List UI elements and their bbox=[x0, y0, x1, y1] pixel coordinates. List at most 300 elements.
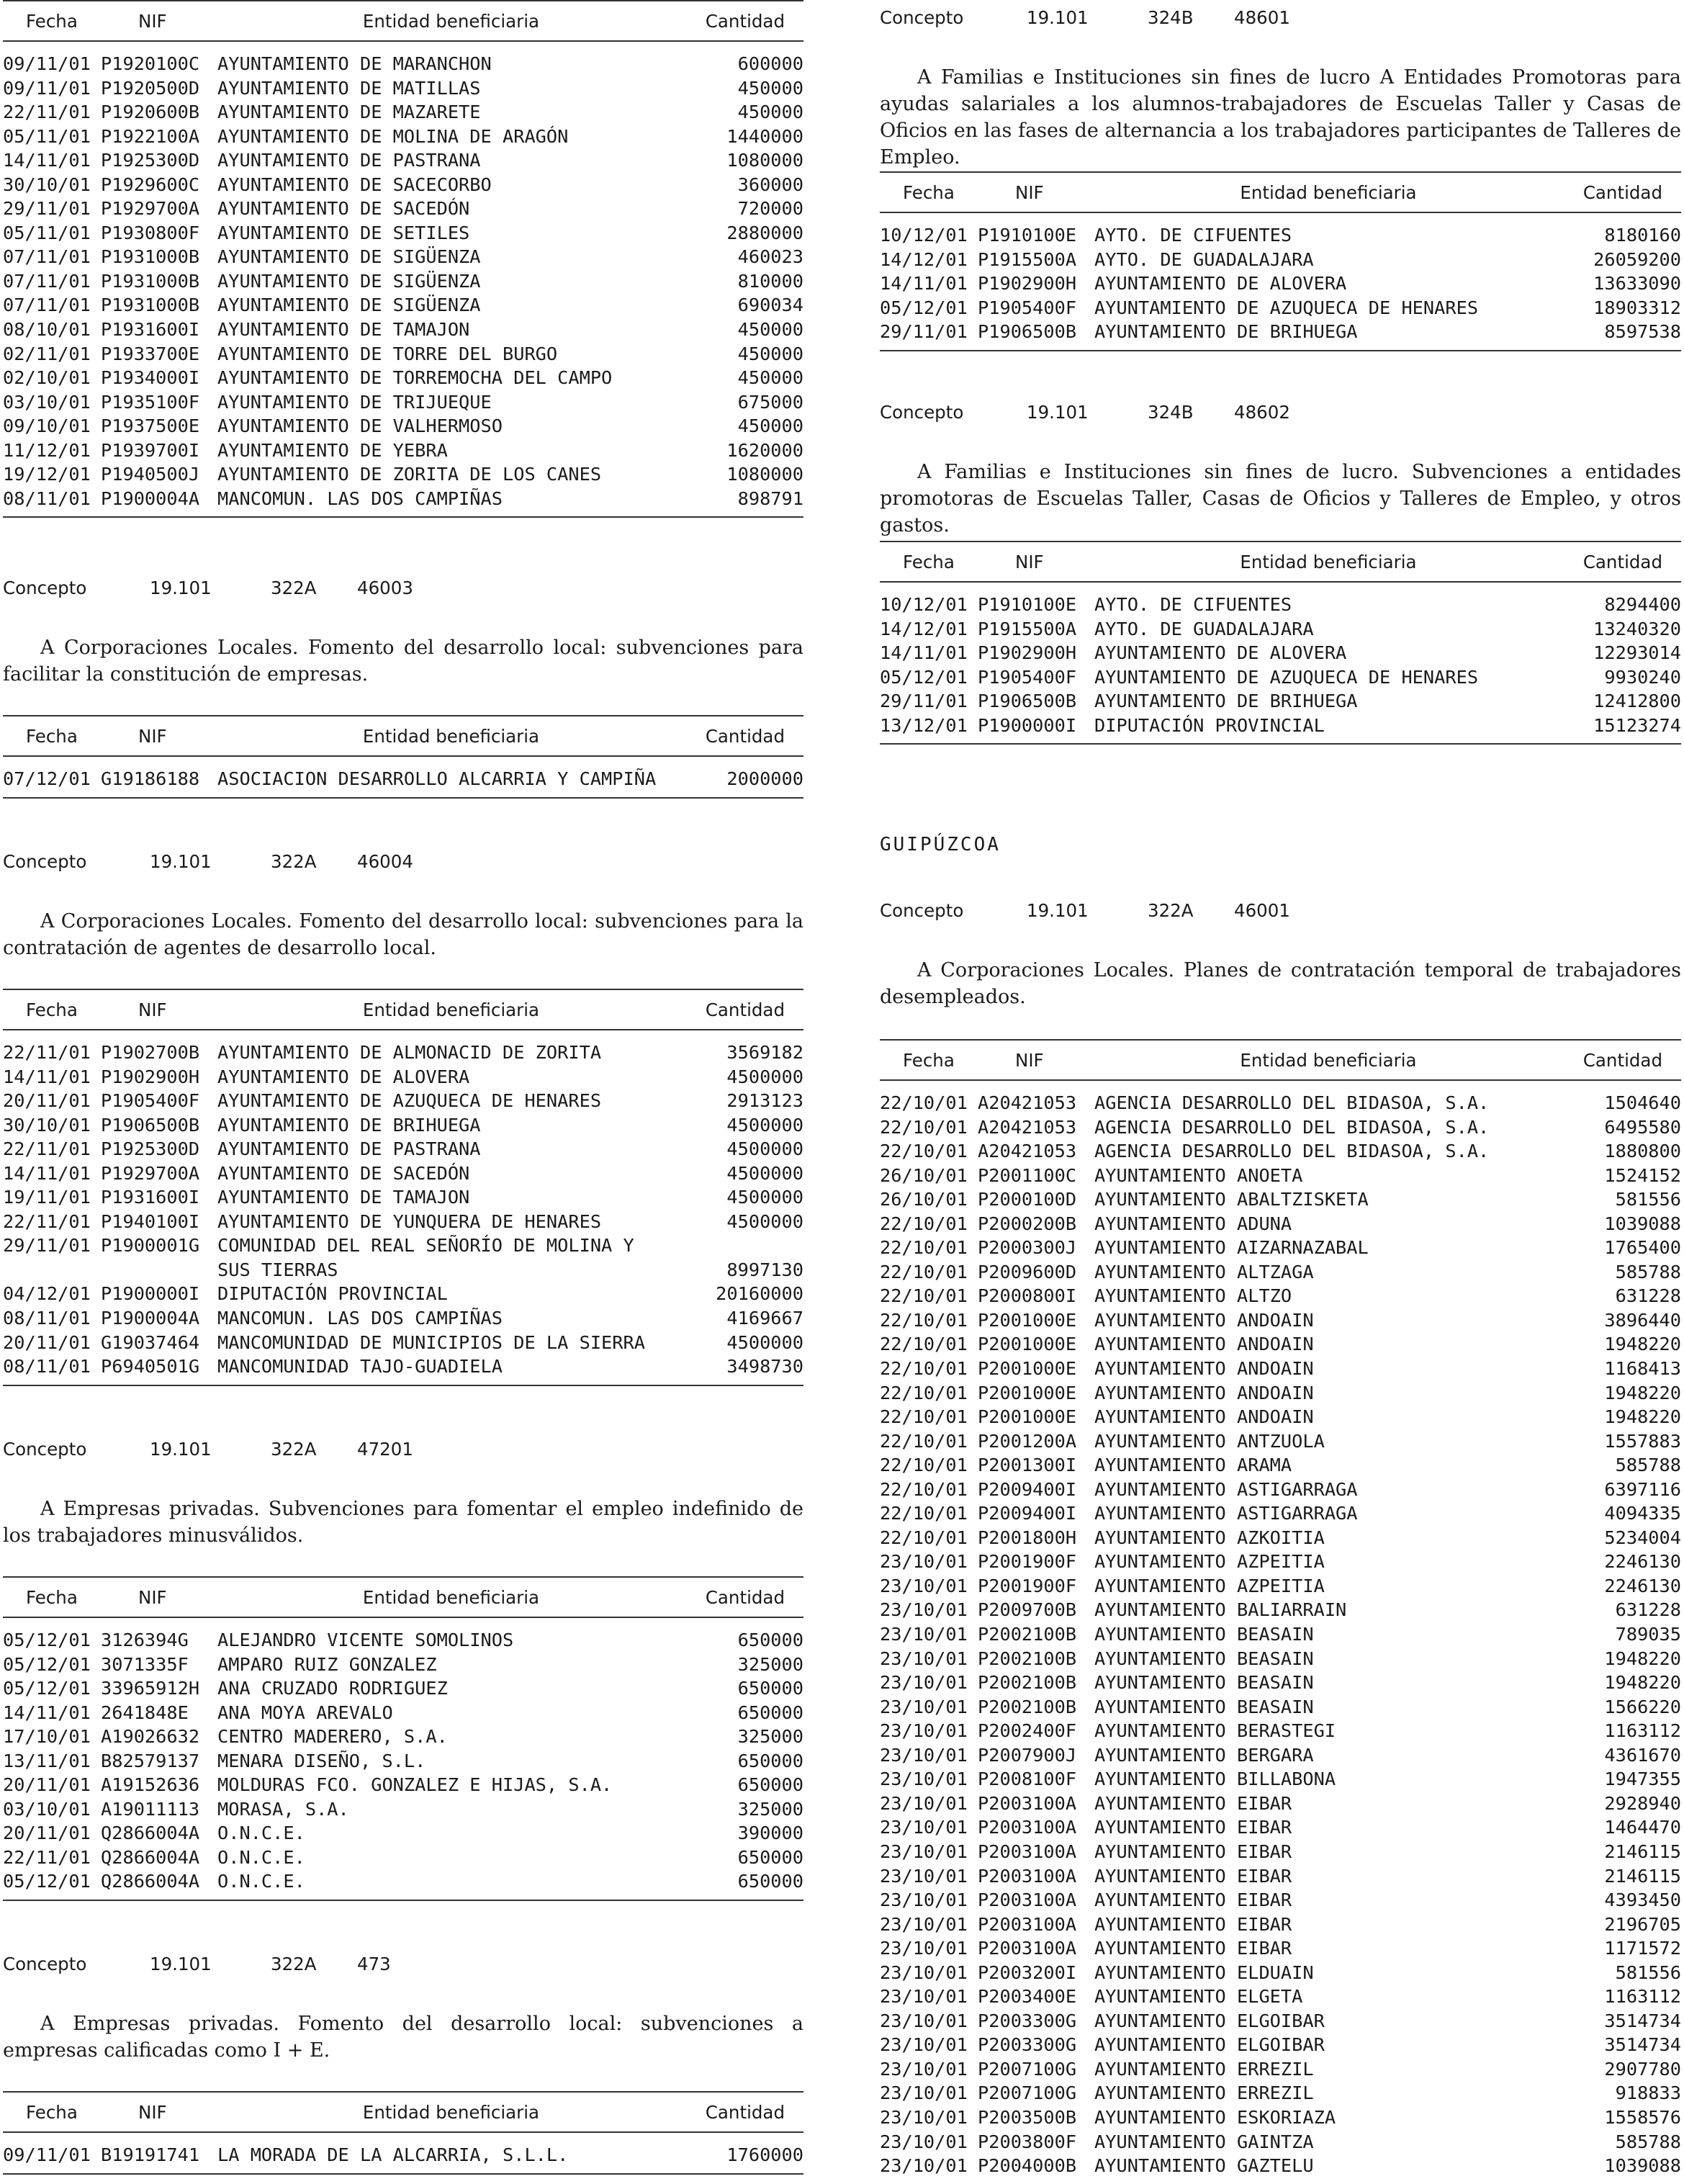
cell-amount: 1440000 bbox=[726, 125, 803, 147]
cell-nif: P2002100B bbox=[978, 1648, 1077, 1669]
table-row bbox=[880, 1308, 1681, 1333]
cell-entity: AYUNTAMIENTO BALIARRAIN bbox=[1094, 1599, 1347, 1621]
cell-nif: P2000100D bbox=[978, 1189, 1077, 1210]
table-row bbox=[880, 1985, 1681, 2009]
concept-code: 19.101 bbox=[1027, 402, 1089, 423]
cell-entity: MANCOMUN. LAS DOS CAMPIÑAS bbox=[217, 487, 503, 509]
concept-program: 322A bbox=[271, 1439, 317, 1460]
cell-date: 09/11/01 bbox=[3, 77, 91, 99]
cell-entity: AYUNTAMIENTO BEASAIN bbox=[1094, 1648, 1314, 1669]
cell-nif: P2001100C bbox=[978, 1164, 1077, 1186]
table-row bbox=[3, 1797, 803, 1822]
cell-date: 09/10/01 bbox=[3, 415, 91, 437]
table-row bbox=[3, 767, 803, 791]
cell-amount: 3569182 bbox=[726, 1042, 803, 1063]
table-header bbox=[3, 715, 803, 757]
cell-nif: P2003800F bbox=[978, 2131, 1077, 2152]
table-row bbox=[880, 1284, 1681, 1308]
cell-amount: 1948220 bbox=[1604, 1406, 1681, 1428]
cell-amount: 690034 bbox=[737, 295, 803, 316]
cell-entity: AYUNTAMIENTO BERASTEGI bbox=[1094, 1720, 1336, 1742]
cell-entity: AYUNTAMIENTO BEASAIN bbox=[1094, 1672, 1314, 1694]
cell-entity: AYUNTAMIENTO DE AZUQUECA DE HENARES bbox=[1094, 297, 1479, 318]
table-row bbox=[3, 1137, 803, 1161]
cell-amount: 2907780 bbox=[1604, 2058, 1681, 2080]
cell-nif: P2008100F bbox=[978, 1769, 1077, 1790]
cell-date: 23/10/01 bbox=[880, 1720, 968, 1742]
cell-entity: AYUNTAMIENTO DE YEBRA bbox=[217, 439, 448, 461]
cell-amount: 1039088 bbox=[1604, 2155, 1681, 2177]
cell-entity: AYUNTAMIENTO BERGARA bbox=[1094, 1744, 1314, 1766]
table-row bbox=[880, 2154, 1681, 2178]
cell-nif: P1931000B bbox=[101, 270, 200, 292]
table-row bbox=[3, 342, 803, 367]
cell-date: 22/11/01 bbox=[3, 1138, 91, 1160]
cell-entity: AYUNTAMIENTO DE ALOVERA bbox=[1094, 642, 1347, 664]
cell-nif: P2001900F bbox=[978, 1551, 1077, 1573]
cell-nif: P1906500B bbox=[101, 1114, 200, 1136]
cell-date: 22/11/01 bbox=[3, 1846, 91, 1868]
cell-date: 20/11/01 bbox=[3, 1090, 91, 1112]
cell-date: 23/10/01 bbox=[880, 2131, 968, 2152]
cell-entity: AYUNTAMIENTO DE BRIHUEGA bbox=[1094, 691, 1358, 712]
concept-article: 47201 bbox=[357, 1439, 413, 1460]
cell-amount: 2196705 bbox=[1604, 1913, 1681, 1935]
cell-entity: AYUNTAMIENTO DE ALOVERA bbox=[1094, 273, 1347, 295]
cell-entity: AYUNTAMIENTO ASTIGARRAGA bbox=[1094, 1478, 1358, 1500]
cell-date: 23/10/01 bbox=[880, 1865, 968, 1887]
cell-amount: 3514734 bbox=[1604, 2034, 1681, 2056]
cell-entity: AYUNTAMIENTO EIBAR bbox=[1094, 1938, 1292, 1959]
cell-nif: P1902700B bbox=[101, 1042, 200, 1063]
table-row bbox=[3, 1354, 803, 1379]
table-row bbox=[880, 1453, 1681, 1478]
cell-date: 05/12/01 bbox=[880, 297, 968, 318]
cell-entity: AYUNTAMIENTO ANDOAIN bbox=[1094, 1406, 1314, 1428]
table-row bbox=[3, 293, 803, 318]
table-row bbox=[3, 1846, 803, 1870]
cell-nif: P2001000E bbox=[978, 1406, 1077, 1428]
cell-entity: AYUNTAMIENTO ERREZIL bbox=[1094, 2082, 1314, 2104]
concept-article: 48601 bbox=[1234, 7, 1290, 28]
table-header bbox=[3, 1576, 803, 1618]
cell-nif: P1930800F bbox=[101, 222, 200, 243]
cell-entity: AGENCIA DESARROLLO DEL BIDASOA, S.A. bbox=[1094, 1116, 1490, 1138]
cell-nif: P1915500A bbox=[978, 248, 1077, 270]
table-row bbox=[880, 641, 1681, 665]
table-row bbox=[880, 2033, 1681, 2057]
cell-amount: 789035 bbox=[1615, 1624, 1681, 1645]
cell-entity: AYUNTAMIENTO EIBAR bbox=[1094, 1913, 1292, 1935]
header-amount: Cantidad bbox=[705, 1586, 785, 1608]
cell-amount: 4169667 bbox=[726, 1308, 803, 1329]
table-row bbox=[3, 173, 803, 197]
table-row bbox=[880, 1815, 1681, 1840]
cell-nif: P2009400I bbox=[978, 1478, 1077, 1500]
cell-nif: 33965912H bbox=[101, 1678, 200, 1699]
cell-entity: AYUNTAMIENTO DE AZUQUECA DE HENARES bbox=[217, 1090, 602, 1112]
cell-date: 22/10/01 bbox=[880, 1358, 968, 1380]
cell-entity: AYUNTAMIENTO ANDOAIN bbox=[1094, 1382, 1314, 1403]
cell-nif: B82579137 bbox=[101, 1750, 200, 1771]
cell-date: 23/10/01 bbox=[880, 1551, 968, 1573]
cell-date: 09/11/01 bbox=[3, 53, 91, 74]
cell-date: 23/10/01 bbox=[880, 1938, 968, 1959]
cell-amount: 4094335 bbox=[1604, 1503, 1681, 1524]
cell-nif: P1905400F bbox=[978, 666, 1077, 688]
cell-amount: 1524152 bbox=[1604, 1164, 1681, 1186]
cell-entity: O.N.C.E. bbox=[217, 1871, 305, 1892]
table-row bbox=[3, 245, 803, 269]
cell-date: 30/10/01 bbox=[3, 1114, 91, 1136]
concept-article: 48602 bbox=[1234, 402, 1290, 423]
table-row bbox=[3, 1089, 803, 1113]
cell-amount bbox=[685, 1233, 803, 1258]
table-row bbox=[880, 689, 1681, 714]
concept-header bbox=[3, 848, 803, 876]
table-48602 bbox=[880, 541, 1681, 745]
concept-code: 19.101 bbox=[150, 578, 212, 598]
cell-nif: P1906500B bbox=[978, 691, 1077, 712]
cell-nif: P2002100B bbox=[978, 1672, 1077, 1694]
cell-amount: 13240320 bbox=[1593, 618, 1681, 639]
header-nif: NIF bbox=[138, 725, 167, 747]
cell-entity: AYUNTAMIENTO EIBAR bbox=[1094, 1889, 1292, 1911]
cell-nif: P2004000B bbox=[978, 2155, 1077, 2177]
cell-entity: MANCOMUNIDAD TAJO-GUADIELA bbox=[217, 1356, 503, 1378]
cell-nif: A19152636 bbox=[101, 1774, 200, 1796]
cell-nif: P1910100E bbox=[978, 225, 1077, 246]
table-row bbox=[3, 1701, 803, 1725]
table-body bbox=[880, 1081, 1681, 2184]
cell-date: 22/10/01 bbox=[880, 1285, 968, 1307]
concept-header bbox=[880, 398, 1681, 427]
concept-program: 322A bbox=[1148, 900, 1194, 921]
table-row bbox=[880, 1743, 1681, 1768]
cell-date: 22/10/01 bbox=[880, 1141, 968, 1162]
table-row bbox=[3, 1210, 803, 1234]
cell-nif: P1910100E bbox=[978, 594, 1077, 615]
concept-program: 322A bbox=[271, 1954, 317, 1974]
cell-date: 22/10/01 bbox=[880, 1455, 968, 1476]
cell-entity: AYUNTAMIENTO ANOETA bbox=[1094, 1164, 1303, 1186]
cell-nif: P2001800H bbox=[978, 1527, 1077, 1548]
table-row bbox=[880, 1598, 1681, 1622]
cell-amount: 13633090 bbox=[1593, 273, 1681, 295]
cell-nif: P2003100A bbox=[978, 1938, 1077, 1959]
cell-nif: P1940100I bbox=[101, 1210, 200, 1232]
table-row bbox=[880, 1767, 1681, 1792]
table-body bbox=[3, 42, 803, 518]
cell-nif: P1937500E bbox=[101, 415, 200, 437]
beneficiary-table bbox=[880, 171, 1681, 351]
cell-nif: A20421053 bbox=[978, 1141, 1077, 1162]
cell-nif: P2003400E bbox=[978, 1986, 1077, 2008]
header-date: Fecha bbox=[903, 551, 955, 572]
cell-nif: P1902900H bbox=[978, 642, 1077, 664]
cell-amount: 1504640 bbox=[1604, 1092, 1681, 1113]
header-amount: Cantidad bbox=[705, 725, 785, 747]
header-amount: Cantidad bbox=[705, 10, 785, 32]
cell-date: 05/12/01 bbox=[880, 666, 968, 688]
cell-amount: 1948220 bbox=[1604, 1648, 1681, 1669]
cell-entity: AYUNTAMIENTO EIBAR bbox=[1094, 1841, 1292, 1862]
concept-description: A Empresas privadas. Subvenciones para fomentar el empleo indefinido de los trabajadores minusválidos. bbox=[3, 1498, 803, 1547]
table-row bbox=[880, 2106, 1681, 2130]
cell-entity: AYUNTAMIENTO ABALTZISKETA bbox=[1094, 1189, 1369, 1210]
header-entity: Entidad beneficiaria bbox=[1240, 181, 1417, 203]
cell-entity: AMPARO RUIZ GONZALEZ bbox=[217, 1653, 437, 1675]
cell-date: 22/10/01 bbox=[880, 1478, 968, 1500]
table-row bbox=[880, 593, 1681, 617]
cell-entity: AYUNTAMIENTO DE MARANCHON bbox=[217, 53, 492, 74]
cell-amount: 450000 bbox=[737, 319, 803, 341]
table-row bbox=[3, 1161, 803, 1186]
cell-date: 22/10/01 bbox=[880, 1382, 968, 1403]
cell-amount: 2880000 bbox=[726, 222, 803, 243]
cell-date: 26/10/01 bbox=[880, 1189, 968, 1210]
cell-amount: 650000 bbox=[737, 1630, 803, 1650]
cell-entity: DIPUTACIÓN PROVINCIAL bbox=[217, 1283, 448, 1305]
cell-nif: P1931000B bbox=[101, 295, 200, 316]
cell-date: 22/10/01 bbox=[880, 1092, 968, 1113]
table-row bbox=[3, 439, 803, 463]
beneficiary-table bbox=[3, 0, 803, 518]
concept-label: Concepto bbox=[3, 851, 87, 872]
cell-entity: AYUNTAMIENTO DE SIGÜENZA bbox=[217, 270, 481, 292]
concept-label: Concepto bbox=[3, 578, 87, 598]
cell-date: 23/10/01 bbox=[880, 1986, 968, 2008]
cell-date: 23/10/01 bbox=[880, 1817, 968, 1838]
cell-amount: 1163112 bbox=[1604, 1720, 1681, 1742]
table-46004 bbox=[3, 989, 803, 1386]
table-row bbox=[3, 1331, 803, 1355]
cell-nif: P1900004A bbox=[101, 1308, 200, 1329]
cell-amount: 585788 bbox=[1615, 1261, 1681, 1282]
table-row bbox=[880, 1840, 1681, 1864]
table-row bbox=[3, 1653, 803, 1677]
cell-amount: 4500000 bbox=[726, 1187, 803, 1208]
cell-amount: 460023 bbox=[737, 246, 803, 268]
cell-amount: 6495580 bbox=[1604, 1116, 1681, 1138]
table-row bbox=[880, 1478, 1681, 1502]
cell-amount: 12293014 bbox=[1593, 642, 1681, 664]
cell-date: 23/10/01 bbox=[880, 2010, 968, 2031]
table-46001 bbox=[880, 1039, 1681, 2184]
cell-nif: P2003200I bbox=[978, 1961, 1077, 1983]
cell-date: 23/10/01 bbox=[880, 1792, 968, 1814]
table-body bbox=[3, 1618, 803, 1901]
cell-entity: AYUNTAMIENTO AIZARNAZABAL bbox=[1094, 1237, 1369, 1259]
cell-entity: AYUNTAMIENTO BEASAIN bbox=[1094, 1624, 1314, 1645]
table-header bbox=[3, 2091, 803, 2133]
cell-date: 19/12/01 bbox=[3, 464, 91, 485]
table-row bbox=[3, 366, 803, 390]
concept-header bbox=[3, 1435, 803, 1464]
cell-date: 29/11/01 bbox=[880, 321, 968, 343]
cell-amount: 1557883 bbox=[1604, 1430, 1681, 1452]
cell-entity: MOLDURAS FCO. GONZALEZ E HIJAS, S.A. bbox=[217, 1774, 613, 1796]
cell-nif: P1920500D bbox=[101, 77, 200, 99]
cell-nif: P1933700E bbox=[101, 343, 200, 364]
cell-date: 23/10/01 bbox=[880, 1769, 968, 1790]
cell-entity: AYUNTAMIENTO DE MAZARETE bbox=[217, 102, 481, 123]
header-nif: NIF bbox=[138, 10, 167, 32]
cell-amount: 1163112 bbox=[1604, 1986, 1681, 2008]
table-row bbox=[3, 1773, 803, 1797]
table-row bbox=[3, 76, 803, 101]
cell-entity: AYUNTAMIENTO ERREZIL bbox=[1094, 2058, 1314, 2080]
cell-entity: AYUNTAMIENTO EIBAR bbox=[1094, 1792, 1292, 1814]
table-row bbox=[3, 462, 803, 487]
cell-date: 04/12/01 bbox=[3, 1283, 91, 1305]
cell-amount: 898791 bbox=[737, 487, 803, 509]
table-row bbox=[3, 318, 803, 342]
header-date: Fecha bbox=[903, 181, 955, 203]
cell-date: 23/10/01 bbox=[880, 1575, 968, 1596]
cell-nif: P2007900J bbox=[978, 1744, 1077, 1766]
cell-nif: P2000800I bbox=[978, 1285, 1077, 1307]
cell-nif: B19191741 bbox=[101, 2144, 200, 2165]
table-row bbox=[880, 1501, 1681, 1526]
cell-nif: P1905400F bbox=[101, 1090, 200, 1112]
concept-program: 324B bbox=[1148, 402, 1194, 423]
cell-amount: 720000 bbox=[737, 198, 803, 220]
cell-nif: P1934000I bbox=[101, 367, 200, 389]
cell-nif: P2003100A bbox=[978, 1865, 1077, 1887]
cell-amount: 8597538 bbox=[1604, 321, 1681, 343]
cell-nif: P2003300G bbox=[978, 2034, 1077, 2056]
header-date: Fecha bbox=[26, 2101, 78, 2123]
cell-nif: P2007100G bbox=[978, 2058, 1077, 2080]
cell-entity: AYUNTAMIENTO ELGOIBAR bbox=[1094, 2034, 1325, 2056]
cell-entity: ASOCIACION DESARROLLO ALCARRIA Y CAMPIÑA bbox=[217, 768, 657, 789]
header-date: Fecha bbox=[903, 1049, 955, 1071]
cell-entity: AYUNTAMIENTO GAINTZA bbox=[1094, 2131, 1314, 2152]
cell-entity: AYTO. DE CIFUENTES bbox=[1094, 594, 1292, 615]
cell-amount: 650000 bbox=[737, 1871, 803, 1892]
cell-amount: 2146115 bbox=[1604, 1841, 1681, 1862]
cell-nif: P2009400I bbox=[978, 1503, 1077, 1524]
concept-block bbox=[880, 896, 1681, 1010]
cell-amount: 15123274 bbox=[1593, 714, 1681, 736]
cell-date: 29/11/01 bbox=[3, 1235, 91, 1257]
cell-date: 23/10/01 bbox=[880, 1672, 968, 1694]
concept-block bbox=[880, 398, 1681, 539]
table-row bbox=[3, 1233, 803, 1258]
cell-amount: 12412800 bbox=[1593, 691, 1681, 712]
table-row bbox=[3, 148, 803, 173]
cell-nif: P1920600B bbox=[101, 102, 200, 123]
cell-date: 14/11/01 bbox=[880, 642, 968, 664]
concept-description: A Corporaciones Locales. Planes de contratación temporal de trabajadores desempleados. bbox=[880, 959, 1681, 1008]
cell-nif: P2001200A bbox=[978, 1430, 1077, 1452]
cell-date: 26/10/01 bbox=[880, 1164, 968, 1186]
cell-date: 20/11/01 bbox=[3, 1823, 91, 1844]
cell-nif: A19011113 bbox=[101, 1798, 200, 1820]
concept-description: A Corporaciones Locales. Fomento del desarrollo local: subvenciones para la contratación de agentes de desarrollo local. bbox=[3, 910, 803, 959]
cell-date: 22/11/01 bbox=[3, 102, 91, 123]
cell-entity: DIPUTACIÓN PROVINCIAL bbox=[1094, 714, 1325, 736]
cell-nif: P1935100F bbox=[101, 391, 200, 413]
cell-entity: AYUNTAMIENTO DE MATILLAS bbox=[217, 77, 481, 99]
concept-article: 473 bbox=[357, 1954, 391, 1974]
cell-amount: 4500000 bbox=[726, 1066, 803, 1087]
header-nif: NIF bbox=[1015, 181, 1044, 203]
cell-nif: P1925300D bbox=[101, 1138, 200, 1160]
cell-amount: 9930240 bbox=[1604, 666, 1681, 688]
table-47201 bbox=[3, 1576, 803, 1901]
cell-entity: AYUNTAMIENTO ADUNA bbox=[1094, 1213, 1292, 1234]
cell-amount: 2000000 bbox=[726, 768, 803, 789]
cell-amount: 450000 bbox=[737, 77, 803, 99]
cell-nif: P2001000E bbox=[978, 1358, 1077, 1380]
cell-amount: 675000 bbox=[737, 391, 803, 413]
cell-nif: 3126394G bbox=[101, 1630, 189, 1650]
cell-entity: AYTO. DE GUADALAJARA bbox=[1094, 618, 1314, 639]
cell-entity: AYUNTAMIENTO DE TAMAJON bbox=[217, 1187, 470, 1208]
cell-amount: 1760000 bbox=[726, 2144, 803, 2165]
cell-date: 10/12/01 bbox=[880, 225, 968, 246]
header-entity: Entidad beneficiaria bbox=[1240, 551, 1417, 572]
cell-date: 22/11/01 bbox=[3, 1210, 91, 1232]
table-maranchon bbox=[3, 0, 803, 518]
table-row bbox=[880, 1164, 1681, 1188]
cell-entity: AYUNTAMIENTO DE VALHERMOSO bbox=[217, 415, 503, 437]
table-row bbox=[880, 1695, 1681, 1720]
cell-amount: 585788 bbox=[1615, 1455, 1681, 1476]
table-row bbox=[3, 100, 803, 125]
cell-nif: P2009700B bbox=[978, 1599, 1077, 1621]
concept-label: Concepto bbox=[880, 402, 964, 423]
cell-date: 09/11/01 bbox=[3, 2144, 91, 2165]
cell-amount: 8294400 bbox=[1604, 594, 1681, 615]
cell-amount: 3896440 bbox=[1604, 1309, 1681, 1331]
header-amount: Cantidad bbox=[705, 999, 785, 1020]
cell-entity: AYUNTAMIENTO BILLABONA bbox=[1094, 1769, 1336, 1790]
cell-entity: AYUNTAMIENTO ALTZAGA bbox=[1094, 1261, 1314, 1282]
beneficiary-table bbox=[3, 2091, 803, 2175]
cell-date: 10/12/01 bbox=[880, 594, 968, 615]
cell-nif: P2003100A bbox=[978, 1792, 1077, 1814]
cell-entity: AYUNTAMIENTO ANDOAIN bbox=[1094, 1334, 1314, 1355]
table-row bbox=[3, 269, 803, 294]
cell-amount: 2246130 bbox=[1604, 1551, 1681, 1573]
header-entity: Entidad beneficiaria bbox=[362, 1586, 540, 1608]
concept-code: 19.101 bbox=[150, 851, 212, 872]
cell-nif: Q2866004A bbox=[101, 1846, 200, 1868]
cell-amount: 450000 bbox=[737, 343, 803, 364]
cell-amount: 1039088 bbox=[1604, 1213, 1681, 1234]
cell-entity: AYUNTAMIENTO DE PASTRANA bbox=[217, 150, 481, 171]
cell-amount: 450000 bbox=[737, 102, 803, 123]
cell-entity: AYUNTAMIENTO AZPEITIA bbox=[1094, 1551, 1325, 1573]
cell-date: 08/11/01 bbox=[3, 1308, 91, 1329]
cell-nif: P1900004A bbox=[101, 487, 200, 509]
cell-entity: MORASA, S.A. bbox=[217, 1798, 349, 1820]
table-row bbox=[3, 221, 803, 246]
cell-amount: 2928940 bbox=[1604, 1792, 1681, 1814]
cell-entity: ANA MOYA AREVALO bbox=[217, 1702, 393, 1723]
table-row bbox=[880, 1936, 1681, 1961]
header-nif: NIF bbox=[1015, 1049, 1044, 1071]
cell-nif: P1940500J bbox=[101, 464, 200, 485]
cell-date: 14/11/01 bbox=[3, 150, 91, 171]
table-row bbox=[3, 1676, 803, 1701]
cell-nif: P1931600I bbox=[101, 1187, 200, 1208]
concept-label: Concepto bbox=[880, 900, 964, 921]
header-entity: Entidad beneficiaria bbox=[362, 2101, 540, 2123]
